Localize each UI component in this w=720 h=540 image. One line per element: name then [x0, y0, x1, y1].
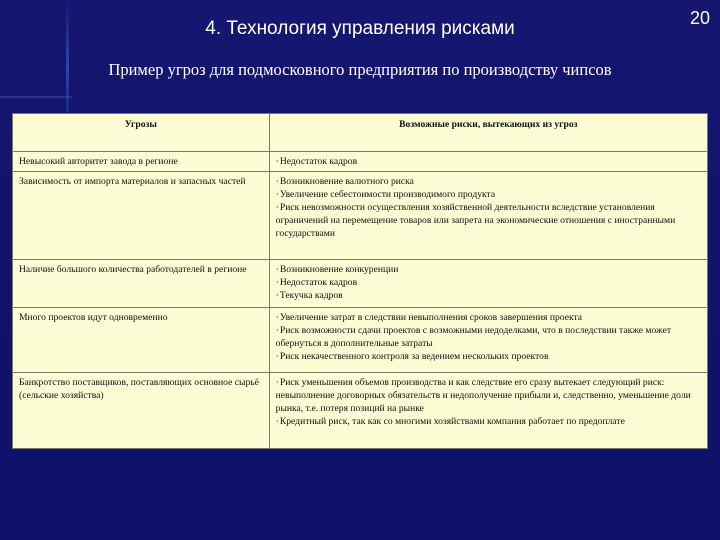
risk-item: · Риск уменьшения объемов производства и как следствие его сразу вытекает следующий риск: невыполнение договорных обязательств и недополучение прибыли и, следственно, уменьшение доли рынка, т.е. потеря позиций на рынке [276, 376, 701, 415]
risks-cell [269, 308, 707, 373]
risks-cell [269, 373, 707, 449]
threat-cell: Зависимость от импорта материалов и запасных частей [13, 172, 270, 260]
risk-item: · Кредитный риск, так как со многими хозяйствами компания работает по предоплате [276, 415, 701, 428]
table-row [13, 308, 708, 373]
slide-title: 4. Технология управления рисками [205, 18, 515, 39]
table-row [13, 152, 708, 172]
risk-item: · Риск невозможности осуществления хозяйственной деятельности вследствие установления ограничений на перемещение товаров или запрета на экономические отношения с иностранными государствами [276, 201, 701, 240]
threat-cell: Наличие большого количества работодателей в регионе [13, 260, 270, 308]
risks-cell [269, 260, 707, 308]
table-header-row [13, 114, 708, 152]
risk-item: · Недостаток кадров [276, 155, 701, 168]
risk-item: · Недостаток кадров [276, 276, 701, 289]
risk-item: · Возникновение валютного риска [276, 175, 701, 188]
slide-subtitle: Пример угроз для подмосковного предприятия по производству чипсов [108, 60, 612, 79]
table-row [13, 373, 708, 449]
risk-item: · Текучка кадров [276, 289, 701, 302]
risks-cell [269, 172, 707, 260]
risks-cell [269, 152, 707, 172]
decorative-accent-line-horizontal [0, 96, 72, 98]
table-row [13, 260, 708, 308]
risk-item: · Увеличение затрат в следствии невыполнения сроков завершения проекта [276, 311, 701, 324]
table-row [13, 172, 708, 260]
slide-number: 20 [689, 8, 710, 28]
risk-item: · Риск возможности сдачи проектов с возможными недоделками, что в последствии также может обернуться в дополнительные затраты [276, 324, 701, 350]
risk-item: · Риск некачественного контроля за ведением нескольких проектов [276, 350, 701, 363]
threat-cell: Банкротство поставщиков, поставляющих основное сырьё (сельские хозяйства) [13, 373, 270, 449]
header-risks: Возможные риски, вытекающих из угроз [269, 114, 707, 152]
header-threats: Угрозы [13, 114, 270, 152]
risk-item: · Увеличение себестоимости производимого продукта [276, 188, 701, 201]
risk-table [12, 113, 708, 449]
threat-cell: Невысокий авторитет завода в регионе [13, 152, 270, 172]
threat-cell: Много проектов идут одновременно [13, 308, 270, 373]
risk-item: · Возникновение конкуренции [276, 263, 701, 276]
